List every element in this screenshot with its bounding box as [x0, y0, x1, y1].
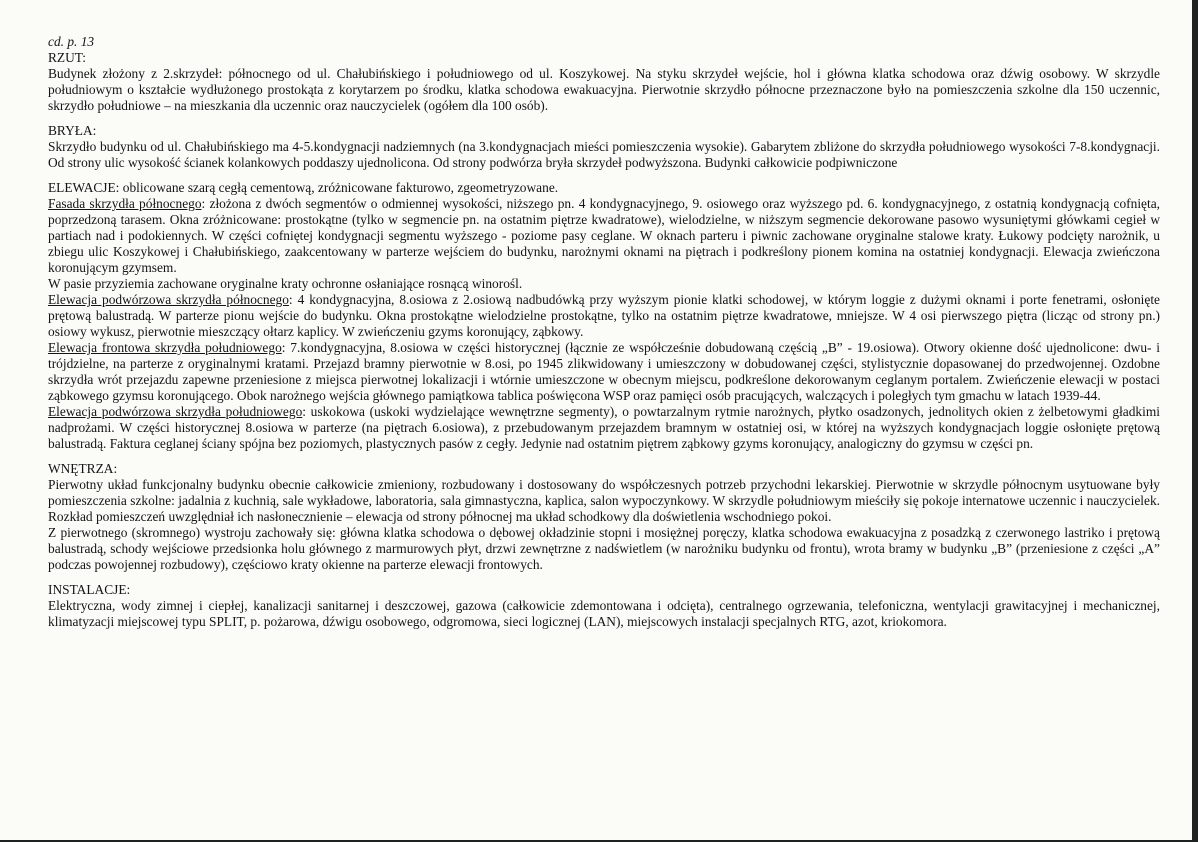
paragraph-przyziemie: W pasie przyziemia zachowane oryginalne kraty ochronne osłaniające rosnącą winorośl. — [48, 276, 523, 291]
section-heading-instalacje: INSTALACJE: — [48, 582, 131, 597]
paragraph-frontowa-poludniowa — [48, 340, 1160, 404]
paragraph-podworzowa-poludniowa — [48, 404, 1160, 452]
paragraph-instalacje: Elektryczna, wody zimnej i ciepłej, kanalizacji sanitarnej i deszczowej, gazowa (całkowicie zdemontowana i odcięta), centralnego ogrzewania, telefoniczna, wentylacji grawitacyjnej i mechanicznej, klimatyzacji miejscowej typu SPLIT, p. pożarowa, dźwigu osobowego, odgromowa, sieci logicznej (LAN), miejscowych instalacji specjalnych RTG, azot, kriokomora. — [48, 598, 1160, 629]
section-heading-bryla: BRYŁA: — [48, 123, 97, 138]
paragraph-wnetrza-2: Z pierwotnego (skromnego) wystroju zachowały się: główna klatka schodowa o dębowej okładzinie stopni i mosiężnej poręczy, klatka schodowa ewakuacyjna z posadzką z czerwonego lastriko i prętową balustradą, schody wejściowe przedsionka holu głównego z marmurowych płyt, drzwi zewnętrzne z nadświetlem (w narożniku budynku od frontu), wrota bramy w budynku „B” (przeniesione z części „A” podczas powojennej rozbudowy), częściowo kraty okienne na parterze elewacji frontowych. — [48, 525, 1160, 572]
text-podworzowa-polnocna: : 4 kondygnacyjna, 8.osiowa z 2.osiową nadbudówką przy wyższym pionie klatki schodowej, w którym loggie z dużymi oknami i porte fenetrami, osłonięte prętową balustradą. W parterze pionu wejście do budynku. Okna prostokątne wielodzielne prostokątne, tylko na ostatnim piętrze kwadratowe, mniejsze. W 4 osi pierwszego piętra (licząc od strony pn.) osiowy wykusz, pierwotnie mieszczący ołtarz kaplicy. W zwieńczeniu gzyms koronujący, ząbkowy. — [48, 292, 1160, 339]
section-rzut — [48, 50, 1160, 114]
section-heading-wnetrza: WNĘTRZA: — [48, 461, 118, 476]
label-frontowa-poludniowa: Elewacja frontowa skrzydła południowego — [48, 340, 282, 355]
label-podworzowa-poludniowa: Elewacja podwórzowa skrzydła południowego — [48, 404, 303, 419]
paragraph-fasada-polnocna — [48, 196, 1160, 276]
section-instalacje — [48, 582, 1160, 630]
section-heading-rzut: RZUT: — [48, 50, 87, 65]
text-podworzowa-poludniowa: : uskokowa (uskoki wydzielające wewnętrzne segmenty), o powtarzalnym rytmie narożnych, płytko osadzonych, jednolitych okien z żelbetowymi gładkimi nadprożami. W części historycznej 8.osiowa w parterze (na piętrach 6.osiowa), z przebudowanym przejazdem bramnym w ostatniej osi, w której na wyższych kondygnacjach loggie osłonięte prętową balustradą. Faktura ceglanej ściany spójna bez poziomych, plastycznych pasów z cegły. Jedynie nad ostatnim piętrem ząbkowy gzyms koronujący, analogiczny do gzymsu w części pn. — [48, 404, 1160, 451]
label-fasada-polnocna: Fasada skrzydła północnego — [48, 196, 202, 211]
label-podworzowa-polnocna: Elewacja podwórzowa skrzydła północnego — [48, 292, 289, 307]
scan-border — [1192, 0, 1198, 842]
section-wnetrza — [48, 461, 1160, 573]
section-elewacje — [48, 180, 1160, 452]
paragraph-bryla: Skrzydło budynku od ul. Chałubińskiego ma 4-5.kondygnacji nadziemnych (na 3.kondygnacjach mieści pomieszczenia wysokie). Gabarytem zbliżone do skrzydła południowego wysokości 7-8.kondygnacji. Od strony ulic wysokość ścianek kolankowych poddaszy ujednolicona. Od strony podwórza bryła skrzydeł podwyższona. Budynki całkowicie podpiwniczone — [48, 139, 1160, 170]
section-bryla — [48, 123, 1160, 171]
text-frontowa-poludniowa: : 7.kondygnacyjna, 8.osiowa w części historycznej (łącznie ze współcześnie dobudowaną częścią „B” - 19.osiowa). Otwory okienne dość ujednolicone: dwu- i trójdzielne, na parterze z oryginalnymi kratami. Przejazd bramny pierwotnie w 8.osi, po 1945 zlikwidowany i umieszczony w dobudowanej części, stylistycznie dopasowanej do przedwojennej. Ozdobne skrzydła wrót przejazdu zapewne przeniesione z miejsca pierwotnej lokalizacji i wtórnie umieszczone w obecnym miejscu, podkreślone dekorowanym ceglanym portalem. Zwieńczenie elewacji w postaci ząbkowego gzymsu koronującego. Obok narożnego wejścia głównego pamiątkowa tablica poświęcona WSP oraz pamięci osób pracujących, walczących i poległych tym gmachu w latach 1939-44. — [48, 340, 1160, 403]
page-reference: cd. p. 13 — [48, 34, 95, 49]
text-fasada-polnocna: : złożona z dwóch segmentów o odmiennej wysokości, niższego pn. 4 kondygnacyjnego, 9. osiowego oraz wyższego pd. 6. kondygnacyjnego, z ostatnią kondygnacją cofnięta, poprzedzoną tarasem. Okna zróżnicowane: prostokątne (tylko w segmencie pn. na ostatnim piętrze kwadratowe), wielodzielne, w niższym segmencie dekorowane pasowo wysuniętymi główkami cegieł w partiach nad i podokiennych. W części cofniętej kondygnacji segmentu wyższego - poziome pasy ceglane. W oknach parteru i piwnic zachowane oryginalne stalowe kraty. Łukowy podcięty narożnik, u zbiegu ulic Koszykowej i Chałubińskiego, zaakcentowany w parterze wejściem do budynku, narożnymi oknami na piętrach i podkreślony pionem komina na ostatniej kondygnacji. Elewacja zwieńczona koronującym gzymsem. — [48, 196, 1160, 275]
paragraph-rzut: Budynek złożony z 2.skrzydeł: północnego od ul. Chałubińskiego i południowego od ul. Koszykowej. Na styku skrzydeł wejście, hol i główna klatka schodowa oraz dźwig osobowy. W skrzydle południowym o kształcie wydłużonego prostokąta z korytarzem po środku, klatka schodowa ewakuacyjna. Pierwotnie skrzydło północne przeznaczone było na pomieszczenia szkolne dla 150 uczennic, skrzydło południowe – na mieszkania dla uczennic oraz nauczycielek (ogółem dla 100 osób). — [48, 66, 1160, 113]
paragraph-elewacje-intro: ELEWACJE: oblicowane szarą cegłą cementową, zróżnicowane fakturowo, zgeometryzowane. — [48, 180, 559, 195]
paragraph-podworzowa-polnocna — [48, 292, 1160, 340]
paragraph-wnetrza-1: Pierwotny układ funkcjonalny budynku obecnie całkowicie zmieniony, rozbudowany i dostosowany do współczesnych potrzeb przychodni lekarskiej. Pierwotnie w skrzydle północnym usytuowane były pomieszczenia szkolne: jadalnia z kuchnią, sale wykładowe, laboratoria, sala gimnastyczna, kaplica, salon wypoczynkowy. W skrzydle południowym mieściły się pokoje internatowe uczennic i nauczycielek. Rozkład pomieszczeń uwzględniał ich nasłonecznienie – elewacja od strony północnej ma układ schodkowy dla doświetlenia wschodniego pokoi. — [48, 477, 1160, 524]
